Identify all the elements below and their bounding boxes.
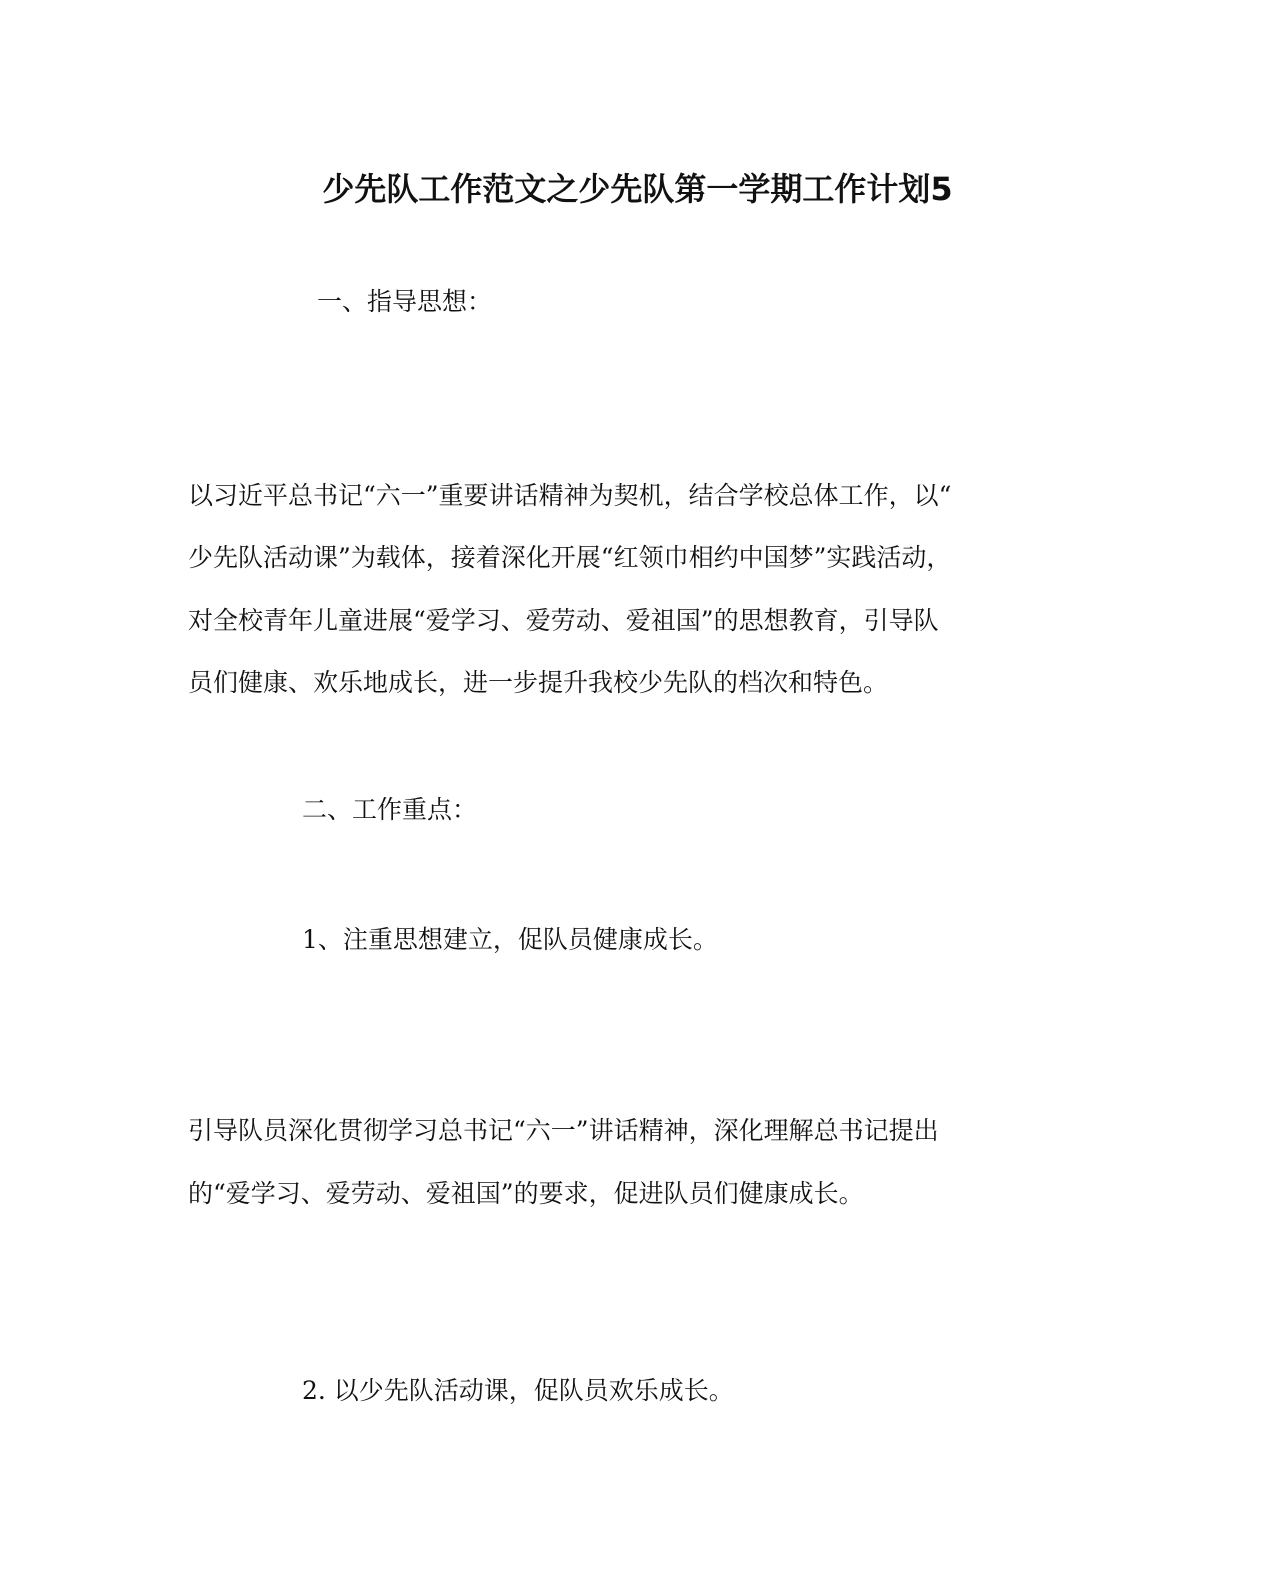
- paragraph-line: 的“爱学习、爱劳动、爱祖国”的要求，促进队员们健康成长。: [188, 1179, 864, 1208]
- section-heading-guiding-thought: 一、指导思想：: [317, 287, 493, 316]
- paragraph-line: 引导队员深化贯彻学习总书记“六一”讲话精神，深化理解总书记提出: [188, 1116, 939, 1145]
- section-heading-work-focus: 二、工作重点：: [302, 795, 478, 824]
- document-title: 少先队工作范文之少先队第一学期工作计划5: [322, 170, 953, 208]
- item-heading-1: 1、注重思想建立，促队员健康成长。: [302, 925, 718, 954]
- item-heading-2: 2. 以少先队活动课，促队员欢乐成长。: [302, 1376, 734, 1405]
- paragraph-line: 以习近平总书记“六一”重要讲话精神为契机，结合学校总体工作，以“: [188, 481, 952, 510]
- paragraph-line: 少先队活动课”为载体，接着深化开展“红领巾相约中国梦”实践活动，: [188, 543, 952, 572]
- paragraph-line: 对全校青年儿童进展“爱学习、爱劳动、爱祖国”的思想教育，引导队: [188, 606, 939, 635]
- paragraph-line: 员们健康、欢乐地成长，进一步提升我校少先队的档次和特色。: [188, 668, 889, 697]
